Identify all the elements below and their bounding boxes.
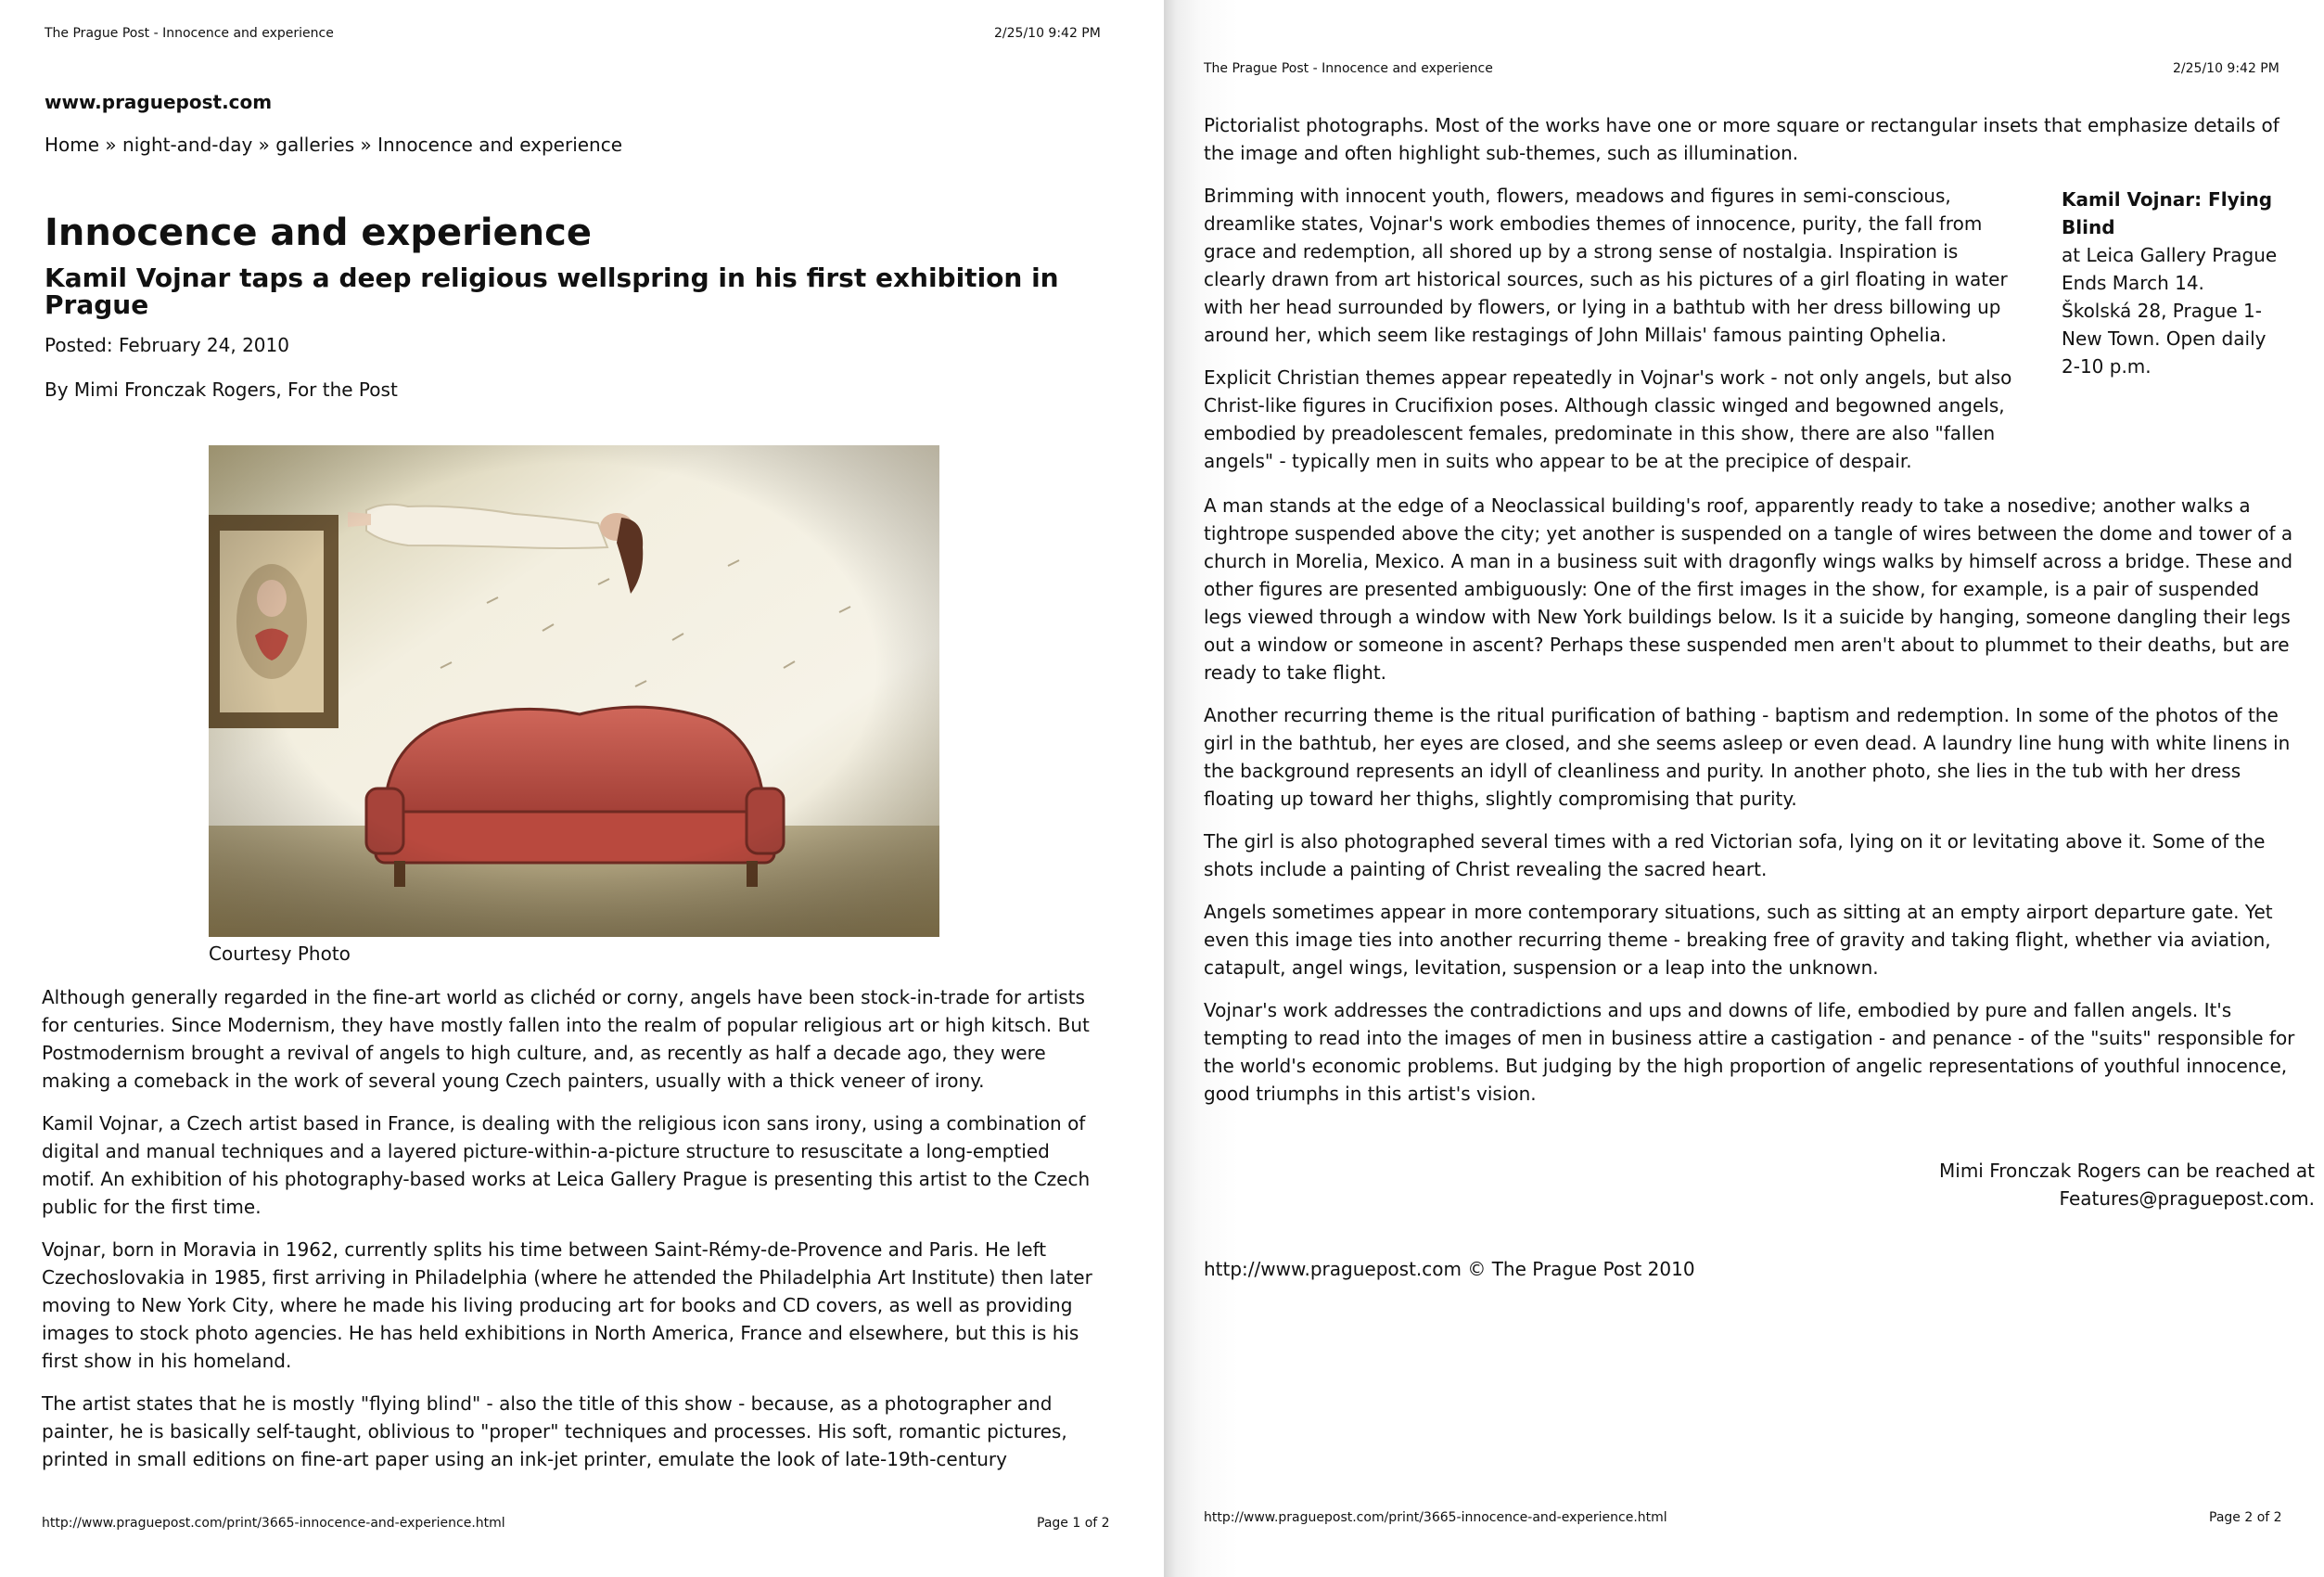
paragraph: Brimming with innocent youth, flowers, meadows and figures in semi-conscious, dreamlike states, Vojnar's work embodies themes of innocence, purity, the fall from grace and redemption, all shored up by a strong sense of nostalgia. Inspiration is clearly drawn from art historical sources, such as his pictures of a girl floating in water with her head surrounded by flowers, or lying in a bathtub with her dress billowing up around her, which seem like restagings of John Millais' famous painting Ophelia. bbox=[1204, 185, 2008, 346]
photo-caption: Courtesy Photo bbox=[209, 942, 351, 965]
site-name[interactable]: www.praguepost.com bbox=[45, 91, 273, 113]
article-subtitle: Kamil Vojnar taps a deep religious wellspring in his first exhibition in Prague bbox=[45, 263, 1059, 320]
print-header-date: 2/25/10 9:42 PM bbox=[2173, 61, 2279, 76]
posted-date: Posted: February 24, 2010 bbox=[45, 334, 289, 356]
breadcrumb[interactable]: Home » night-and-day » galleries » Innocence and experience bbox=[45, 134, 623, 156]
article-body-page2-column bbox=[1204, 182, 2024, 490]
paragraph: A man stands at the edge of a Neoclassical building's roof, apparently ready to take a nosedive; another walks a tightrope suspended above the city; yet another is suspended on a tangle of wires between the dome and tower of a church in Morelia, Mexico. A man in a business suit with dragonfly wings walks by himself across a bridge. These and other figures are presented ambiguously: One of the first images in the show, for example, is a pair of suspended legs viewed through a window with New York buildings below. Is it a suicide by hanging, someone dangling their legs out a window or someone in ascent? Perhaps these suspended men aren't about to plummet to their deaths, but are ready to take flight. bbox=[1204, 494, 2293, 684]
print-header-title: The Prague Post - Innocence and experience bbox=[1204, 61, 1493, 76]
article-body-page2-intro bbox=[1204, 111, 2298, 182]
article-title: Innocence and experience bbox=[45, 212, 592, 254]
paragraph: Another recurring theme is the ritual purification of bathing - baptism and redemption. In some of the photos of the girl in the bathtub, her eyes are closed, and she seems asleep or even dead. A laundry line hung with white linens in the background represents an idyll of cleanliness and purity. In another photo, she lies in the tub with her dress floating up toward her thighs, slightly compromising that purity. bbox=[1204, 704, 2291, 810]
exhibition-address: Školská 28, Prague 1-New Town. Open daily 2-10 p.m. bbox=[2062, 300, 2267, 378]
exhibition-end-date: Ends March 14. bbox=[2062, 272, 2204, 294]
author-email-link[interactable]: Features@praguepost.com. bbox=[2059, 1187, 2315, 1210]
paragraph: The artist states that he is mostly "flying blind" - also the title of this show - because, as a photographer and painter, he is basically self-taught, oblivious to "proper" techniques and processes. His soft, romantic pictures, printed in small editions on fine-art paper using an ink-jet printer, emulate the look of late-19th-century bbox=[42, 1392, 1067, 1470]
paragraph: Although generally regarded in the fine-art world as clichéd or corny, angels have been stock-in-trade for artists for centuries. Since Modernism, they have mostly fallen into the realm of popular religious art or high kitsch. But Postmodernism brought a revival of angels to high culture, and, as recently as half a decade ago, they were making a comeback in the work of several young Czech painters, usually with a thick veneer of irony. bbox=[42, 986, 1090, 1092]
author-contact-line: Mimi Fronczak Rogers can be reached at bbox=[1939, 1160, 2315, 1182]
exhibition-title: Kamil Vojnar: Flying Blind bbox=[2062, 188, 2273, 238]
print-header-title: The Prague Post - Innocence and experience bbox=[45, 26, 334, 41]
levitating-girl-over-sofa-photo bbox=[209, 445, 939, 937]
print-footer-page: Page 1 of 2 bbox=[1037, 1516, 1110, 1531]
paragraph: Explicit Christian themes appear repeatedly in Vojnar's work - not only angels, but also Christ-like figures in Crucifixion poses. Although classic winged and begowned angels, embodied by preadolescent females, predominate in this show, there are also "fallen angels" - typically men in suits who appear to be at the precipice of despair. bbox=[1204, 366, 2012, 472]
print-footer-url: http://www.praguepost.com/print/3665-innocence-and-experience.html bbox=[1204, 1510, 1667, 1525]
byline: By Mimi Fronczak Rogers, For the Post bbox=[45, 378, 398, 401]
paragraph: Vojnar, born in Moravia in 1962, currently splits his time between Saint-Rémy-de-Provence and Paris. He left Czechoslovakia in 1985, first arriving in Philadelphia (where he attended the Philadelphia Art Institute) then later moving to New York City, where he made his living producing art for books and CD covers, as well as providing images to stock photo agencies. He has held exhibitions in North America, France and elsewhere, but this is his first show in his homeland. bbox=[42, 1238, 1092, 1372]
print-footer-url: http://www.praguepost.com/print/3665-innocence-and-experience.html bbox=[42, 1516, 505, 1531]
print-footer-page: Page 2 of 2 bbox=[2209, 1510, 2282, 1525]
author-contact bbox=[1939, 1157, 2315, 1212]
paragraph: The girl is also photographed several times with a red Victorian sofa, lying on it or levitating above it. Some of the shots include a painting of Christ revealing the sacred heart. bbox=[1204, 830, 2266, 880]
paragraph: Vojnar's work addresses the contradictions and ups and downs of life, embodied by pure and fallen angels. It's tempting to read into the images of men in business attire a castigation - and penance - of the "suits" responsible for the world's economic problems. But judging by the high proportion of angelic representations of youthful innocence, good triumphs in this artist's vision. bbox=[1204, 999, 2295, 1105]
paragraph: Kamil Vojnar, a Czech artist based in France, is dealing with the religious icon sans irony, using a combination of digital and manual techniques and a layered picture-within-a-picture structure to resuscitate a long-emptied motif. An exhibition of his photography-based works at Leica Gallery Prague is presenting this artist to the Czech public for the first time. bbox=[42, 1112, 1091, 1218]
print-page-2 bbox=[1164, 0, 2324, 1577]
paragraph: Pictorialist photographs. Most of the works have one or more square or rectangular insets that emphasize details of the image and often highlight sub-themes, such as illumination. bbox=[1204, 114, 2279, 164]
article-body-page1 bbox=[42, 983, 1108, 1488]
article-body-page2-main bbox=[1204, 492, 2298, 1122]
article-photo bbox=[209, 445, 939, 937]
exhibition-venue: at Leica Gallery Prague bbox=[2062, 244, 2278, 266]
paragraph: Angels sometimes appear in more contemporary situations, such as sitting at an empty airport departure gate. Yet even this image ties into another recurring theme - breaking free of gravity and taking flight, whether via aviation, catapult, angel wings, levitation, suspension or a leap into the unknown. bbox=[1204, 901, 2273, 979]
print-header-date: 2/25/10 9:42 PM bbox=[994, 26, 1101, 41]
copyright-line: http://www.praguepost.com © The Prague Post 2010 bbox=[1204, 1258, 1695, 1280]
exhibition-info-box bbox=[2062, 186, 2284, 380]
